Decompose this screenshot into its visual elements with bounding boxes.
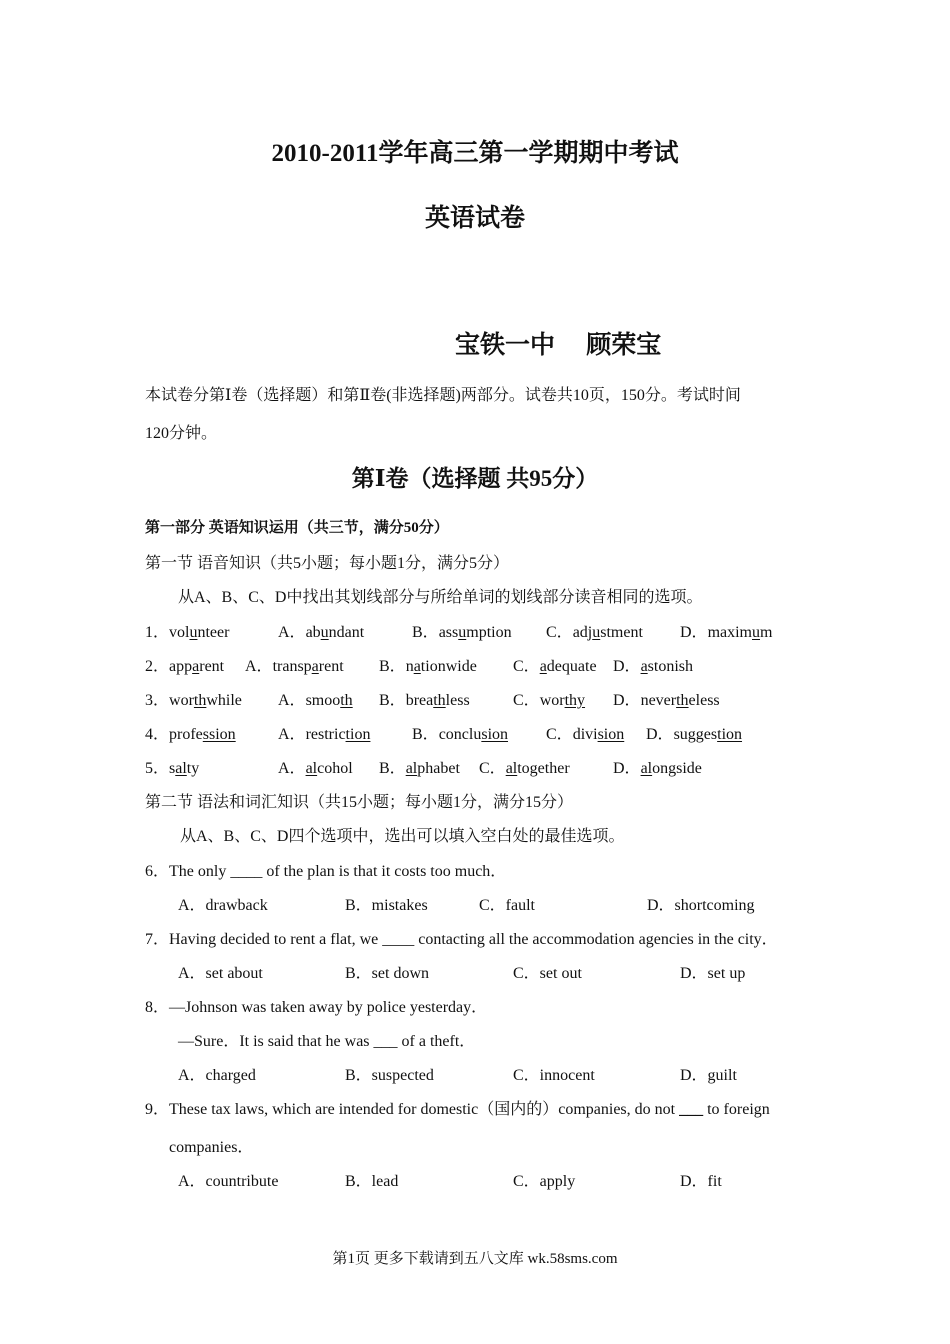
option-a[interactable]: A．smooth: [278, 692, 353, 709]
question-word: 4．profession: [145, 726, 236, 743]
question-word: 3．worthwhile: [145, 692, 242, 709]
option-c[interactable]: C．apply: [513, 1173, 576, 1190]
option-b[interactable]: B．suspected: [345, 1067, 434, 1084]
option-b[interactable]: B．conclusion: [412, 726, 509, 743]
option-b[interactable]: B．nationwide: [379, 658, 477, 675]
question-word: 5．salty: [145, 760, 200, 777]
question-8-reply: —Sure．It is said that he was ___ of a theft．: [178, 1033, 476, 1050]
answer-blank: ___: [679, 1101, 704, 1118]
option-a[interactable]: A．transparent: [245, 658, 344, 675]
option-a[interactable]: A．alcohol: [278, 760, 353, 777]
question-6-stem: 6．The only ____ of the plan is that it costs too much．: [145, 863, 507, 880]
option-c[interactable]: C．set out: [513, 965, 582, 982]
option-a[interactable]: A．abundant: [278, 624, 365, 641]
page-footer: 第1页 更多下载请到五八文库 wk.58sms.com: [332, 1251, 618, 1267]
question-9-stem-line2: companies．: [169, 1139, 254, 1156]
option-b[interactable]: B．mistakes: [345, 897, 428, 914]
exam-title: 2010-2011学年高三第一学期期中考试: [271, 140, 679, 167]
option-d[interactable]: D．shortcoming: [647, 897, 755, 914]
question-8-stem: 8．—Johnson was taken away by police yesterday．: [145, 999, 488, 1016]
option-d[interactable]: D．alongside: [613, 760, 702, 777]
intro-line-2: 120分钟。: [145, 425, 218, 442]
option-c[interactable]: C．worthy: [513, 692, 586, 709]
exam-subtitle: 英语试卷: [424, 205, 525, 232]
option-c[interactable]: C．altogether: [479, 760, 570, 777]
option-a[interactable]: A．charged: [178, 1067, 256, 1084]
author-line: 宝铁一中 顾荣宝: [455, 332, 662, 359]
option-a[interactable]: A．set about: [178, 965, 263, 982]
option-d[interactable]: D．guilt: [680, 1067, 737, 1084]
option-c[interactable]: C．adequate: [513, 658, 597, 675]
option-d[interactable]: D．astonish: [613, 658, 694, 675]
question-9-stem: 9．These tax laws, which are intended for domestic（国内的）companies, do not ___ to foreign: [145, 1101, 770, 1118]
option-d[interactable]: D．nevertheless: [613, 692, 720, 709]
question-7-stem: 7．Having decided to rent a flat, we ____ contacting all the accommodation agencies in the city．: [145, 931, 778, 948]
section2-instruction: 从A、B、C、D四个选项中，选出可以填入空白处的最佳选项。: [180, 828, 625, 845]
question-word: 1．volunteer: [145, 624, 230, 641]
option-d[interactable]: D．maximum: [680, 624, 773, 641]
intro-line-1: 本试卷分第Ⅰ卷（选择题）和第Ⅱ卷(非选择题)两部分。试卷共10页，150分。考试时间: [145, 387, 741, 404]
option-b[interactable]: B．assumption: [412, 624, 512, 641]
option-a[interactable]: A．countribute: [178, 1173, 279, 1190]
section1-title: 第一节 语音知识（共5小题；每小题1分，满分5分）: [145, 555, 510, 572]
option-a[interactable]: A．drawback: [178, 897, 268, 914]
question-word: 2．apparent: [145, 658, 225, 675]
option-c[interactable]: C．innocent: [513, 1067, 595, 1084]
volume-title: 第Ⅰ卷（选择题 共95分）: [351, 466, 599, 491]
option-b[interactable]: B．breathless: [379, 692, 470, 709]
part-title: 第一部分 英语知识运用（共三节，满分50分）: [145, 520, 449, 536]
section2-title: 第二节 语法和词汇知识（共15小题；每小题1分，满分15分）: [145, 794, 574, 811]
option-b[interactable]: B．alphabet: [379, 760, 460, 777]
option-d[interactable]: D．fit: [680, 1173, 722, 1190]
section1-instruction: 从A、B、C、D中找出其划线部分与所给单词的划线部分读音相同的选项。: [178, 589, 703, 606]
option-b[interactable]: B．lead: [345, 1173, 399, 1190]
option-d[interactable]: D．set up: [680, 965, 746, 982]
option-c[interactable]: C．fault: [479, 897, 535, 914]
option-d[interactable]: D．suggestion: [646, 726, 743, 743]
option-a[interactable]: A．restriction: [278, 726, 371, 743]
option-c[interactable]: C．adjustment: [546, 624, 643, 641]
option-b[interactable]: B．set down: [345, 965, 430, 982]
option-c[interactable]: C．division: [546, 726, 625, 743]
